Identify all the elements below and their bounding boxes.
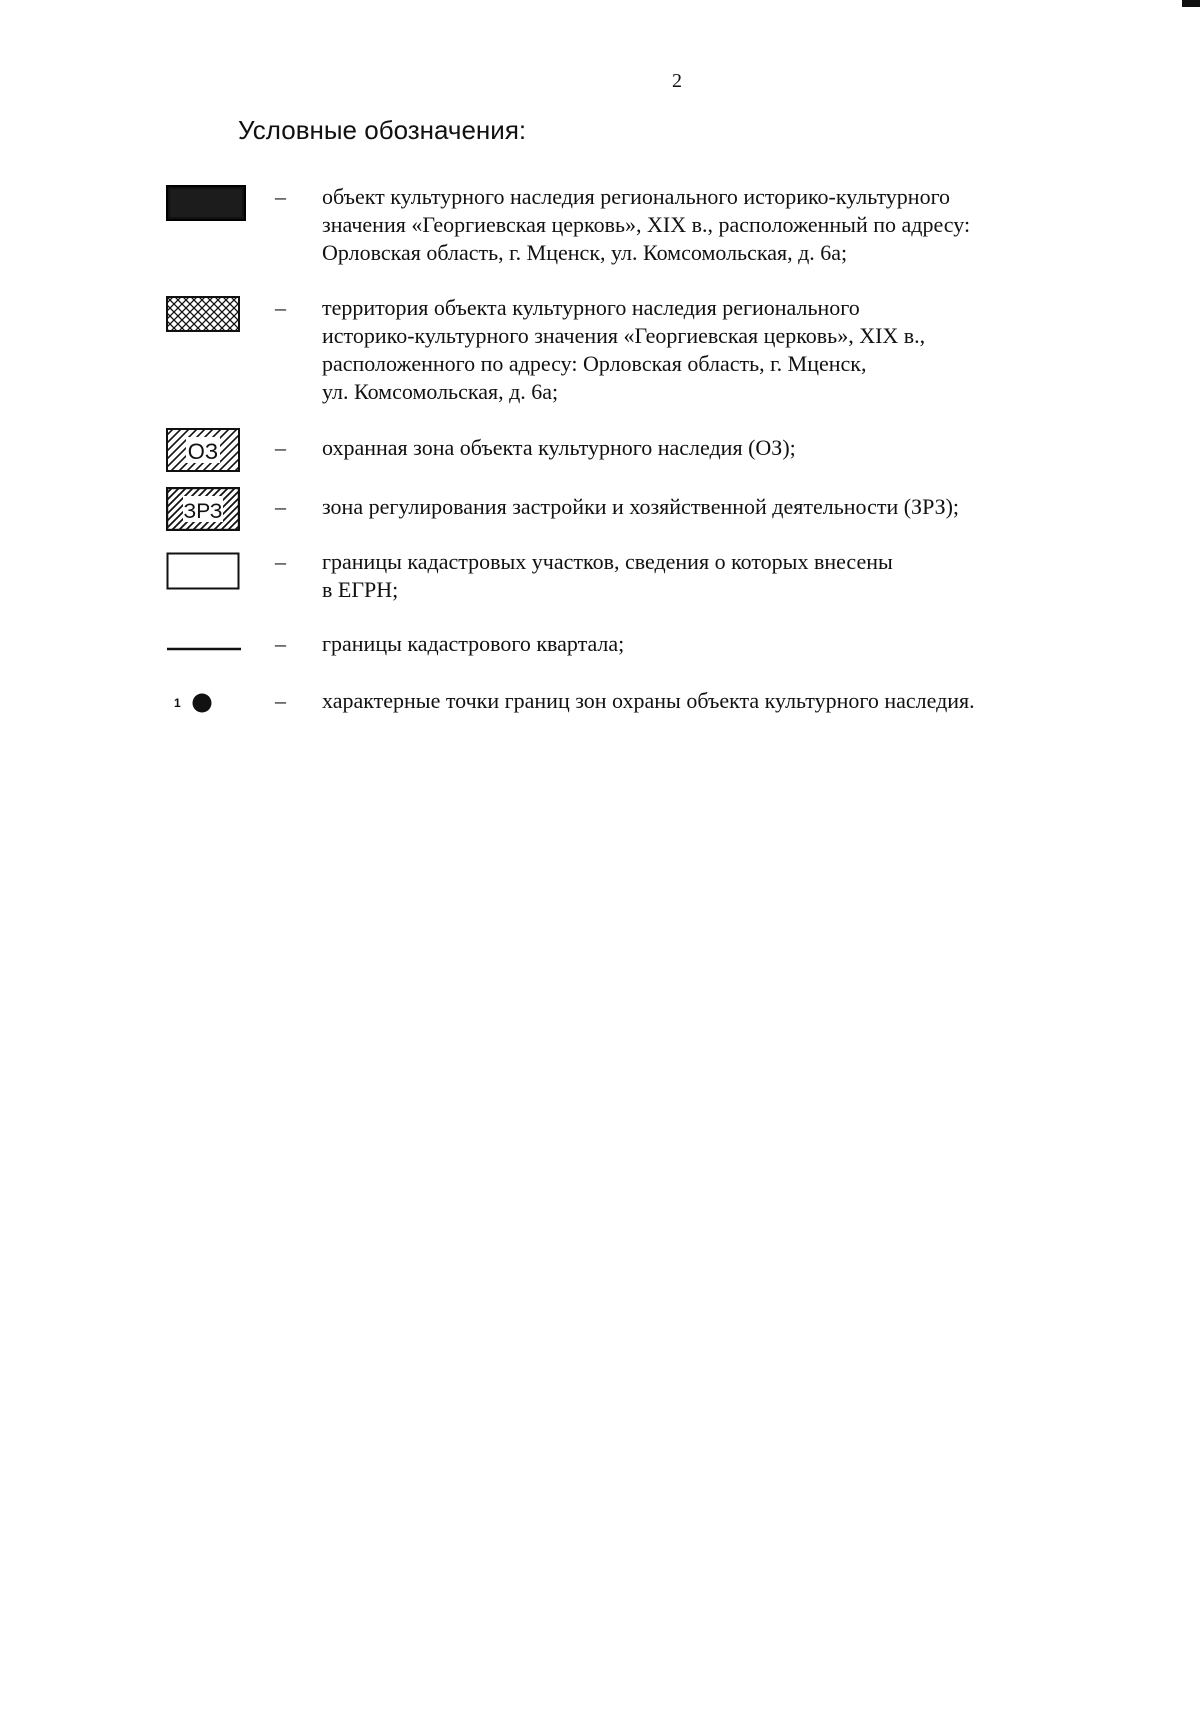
legend-description-line: объект культурного наследия регионального историко-культурного [322,184,951,209]
solid-line-icon [166,646,242,652]
legend-dash: – [275,435,286,460]
legend-description-line: значения «Георгиевская церковь», XIX в., расположенный по адресу: [322,212,971,237]
legend-description [322,548,1082,604]
legend-dash: – [275,688,286,713]
legend-description-line: территория объекта культурного наследия регионального [322,295,860,320]
hatched-box-zrz-icon [166,487,240,531]
legend-description-line: историко-культурного значения «Георгиевская церковь», XIX в., [322,323,926,348]
numbered-point-icon [170,689,220,715]
legend-description [322,687,1082,715]
legend-description-line: Орловская область, г. Мценск, ул. Комсомольская, д. 6а; [322,240,848,265]
point-number-label: 1 [174,696,181,710]
legend-dash: – [275,295,286,320]
legend-dash: – [275,549,286,574]
legend-title: Условные обозначения: [238,115,527,145]
outline-box-icon [166,552,240,590]
zrz-symbol-label: ЗРЗ [183,500,223,523]
legend-description-line: характерные точки границ зон охраны объекта культурного наследия. [322,688,975,713]
legend-description [322,434,1082,462]
legend-description-line: зона регулирования застройки и хозяйственной деятельности (ЗРЗ); [322,494,960,519]
legend-description [322,493,1082,521]
legend-description-line: границы кадастрового квартала; [322,631,625,656]
oz-symbol-label: ОЗ [187,439,219,464]
legend-dash: – [275,184,286,209]
legend-description-line: ул. Комсомольская, д. 6а; [322,379,559,404]
scan-corner-mark [1182,0,1200,7]
legend-description [322,294,1082,406]
legend-dash: – [275,631,286,656]
legend-description [322,630,1082,658]
page-number: 2 [672,70,682,92]
legend-description-line: охранная зона объекта культурного наследия (ОЗ); [322,435,796,460]
legend-description-line: расположенного по адресу: Орловская область, г. Мценск, [322,351,867,376]
crosshatch-box-icon [166,296,240,332]
legend-description [322,183,1082,267]
legend-description-line: границы кадастровых участков, сведения о которых внесены [322,549,893,574]
legend-description-line: в ЕГРН; [322,577,399,602]
hatched-box-oz-icon [166,428,240,472]
legend-dash: – [275,494,286,519]
solid-black-box-icon [166,185,246,221]
